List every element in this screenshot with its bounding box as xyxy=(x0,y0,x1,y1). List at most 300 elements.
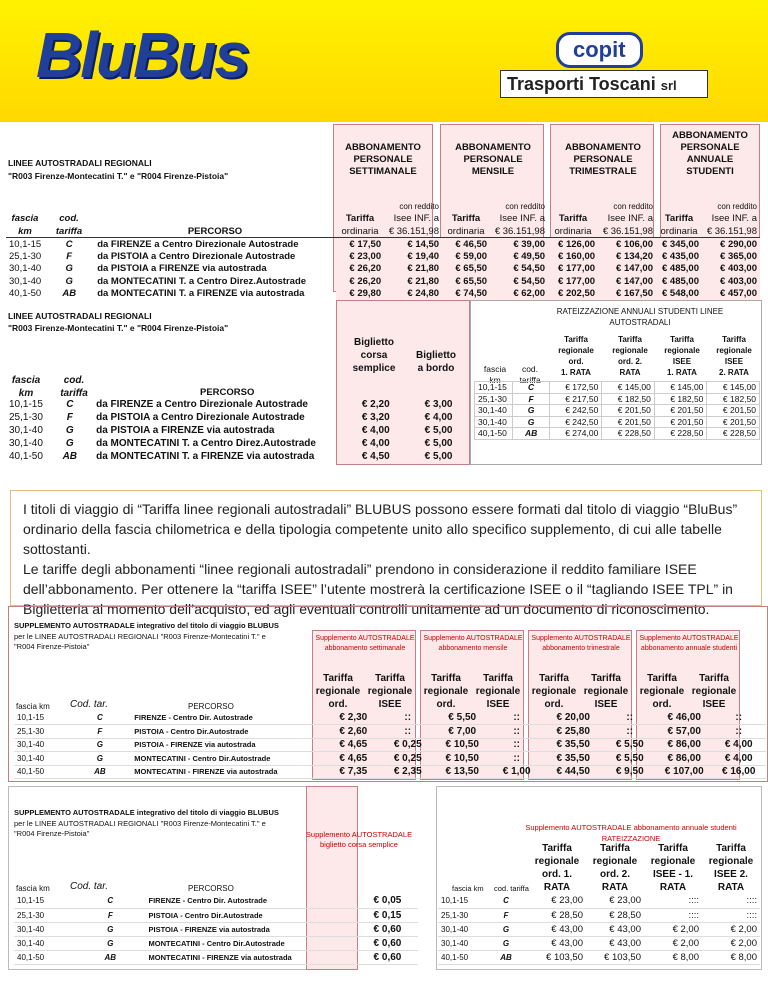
price-cell: € 2,00 xyxy=(644,922,702,936)
cod-cell: F xyxy=(66,250,73,262)
price-cell: € 435,00 xyxy=(656,250,702,263)
fascia-cell: 10,1-15 xyxy=(14,894,75,908)
t1-sub-e-2: € 36.151,98 xyxy=(494,225,545,237)
t2-h5: a bordo xyxy=(417,363,455,374)
cod-cell: F xyxy=(75,908,145,922)
price-cell: € 4,00 xyxy=(361,425,390,436)
cod-cell: AB xyxy=(62,288,77,300)
price-cell: € 46,50 xyxy=(442,238,490,251)
fascia-cell: 40,1-50 xyxy=(475,428,513,440)
t1-sub-b-1: ordinaria xyxy=(341,225,379,237)
price-cell: :: xyxy=(381,725,435,739)
t2-fascia-label: fascia xyxy=(11,375,41,386)
cod-cell: AB xyxy=(75,950,145,964)
price-cell: € 43,00 xyxy=(528,922,586,936)
cod-cell: C xyxy=(513,382,549,394)
price-cell: € 4,65 xyxy=(326,752,380,766)
t4-row xyxy=(14,765,766,779)
price-cell: € 25,80 xyxy=(544,725,603,739)
price-cell: :: xyxy=(711,711,766,725)
t1-sub-a-3: Tariffa xyxy=(558,213,588,225)
price-cell: € 167,50 xyxy=(598,288,656,301)
price-cell: € 228,50 xyxy=(602,428,655,440)
price-cell: € 43,00 xyxy=(586,922,644,936)
price-cell: € 145,00 xyxy=(654,382,707,394)
price-cell: € 17,50 xyxy=(336,238,384,251)
fascia-cell: 40,1-50 xyxy=(9,288,42,300)
t1-col-km: km xyxy=(18,225,32,237)
t1-row xyxy=(6,238,760,251)
t4-col-fascia: fascia km xyxy=(16,702,50,711)
t6-title2: RATEIZZAZIONE xyxy=(601,834,661,843)
t6-head-line: ord. 1. xyxy=(541,869,572,880)
fascia-cell: 30,1-40 xyxy=(438,936,484,950)
price-cell: € 172,50 xyxy=(549,382,602,394)
t4-group-label: Supplemento AUTOSTRADALE abbonamento trimestrale xyxy=(531,635,631,652)
price-cell: € 54,50 xyxy=(490,275,548,288)
cod-cell: G xyxy=(513,416,549,428)
t4-head-line: ord. xyxy=(544,699,564,710)
price-cell: € 103,50 xyxy=(528,950,586,964)
t1-head-row-2 xyxy=(6,213,760,226)
price-cell: € 43,00 xyxy=(528,936,586,950)
t3-head-line: Tariffa xyxy=(670,335,694,344)
price-cell: € 4,00 xyxy=(361,438,390,449)
price-cell: € 23,00 xyxy=(586,894,644,908)
price-cell: € 49,50 xyxy=(490,250,548,263)
fascia-cell: 30,1-40 xyxy=(14,738,68,752)
percorso-cell: da PISTOIA a Centro Direzionale Autostrade xyxy=(96,412,305,423)
price-cell: € 145,00 xyxy=(707,382,760,394)
t6-title1: Supplemento AUTOSTRADALE abbonamento annuale studenti xyxy=(525,823,737,832)
t1-head-row-1 xyxy=(6,200,760,213)
percorso-cell: MONTECATINI - FIRENZE via autostrada xyxy=(131,765,326,779)
t5-title2: per le LINEE AUTOSTRADALI REGIONALI "R003 Firenze-Montecatini T." e xyxy=(14,818,266,828)
cod-cell: F xyxy=(68,725,131,739)
t4-head-line: Tariffa xyxy=(539,673,569,684)
t4-body xyxy=(14,711,766,779)
cod-cell: G xyxy=(513,405,549,417)
price-cell: € 28,50 xyxy=(586,908,644,922)
fascia-cell: 25,1-30 xyxy=(9,250,42,262)
cod-cell: C xyxy=(68,711,131,725)
t2-h2: corsa xyxy=(360,350,388,361)
t2-head-semplice xyxy=(344,336,404,375)
percorso-cell: PISTOIA - FIRENZE via autostrada xyxy=(131,738,326,752)
t1-grid xyxy=(6,200,760,238)
price-cell: € 201,50 xyxy=(602,405,655,417)
t3-head-line: 1. RATA xyxy=(667,368,697,377)
price-cell: € 13,50 xyxy=(435,765,489,779)
t1-sub-e-1: € 36.151,98 xyxy=(388,225,439,237)
t4-row xyxy=(14,725,766,739)
price-cell: :: xyxy=(603,711,657,725)
price-cell: € 9,50 xyxy=(603,765,657,779)
t6-head xyxy=(586,842,644,894)
t6-title xyxy=(500,822,762,844)
t1-sub-a-2: Tariffa xyxy=(451,213,481,225)
t6-head-line: regionale xyxy=(708,856,754,867)
t3-head-line: RATA xyxy=(619,368,641,377)
price-cell: € 16,00 xyxy=(711,765,766,779)
fascia-cell: 40,1-50 xyxy=(9,451,43,462)
t1-head-row-3 xyxy=(6,225,760,238)
price-cell: € 26,20 xyxy=(336,275,384,288)
price-cell: :::: xyxy=(702,908,760,922)
t6-head-line: regionale xyxy=(650,856,696,867)
percorso-cell: MONTECATINI - Centro Dir.Autostrade xyxy=(146,936,357,950)
percorso-cell: FIRENZE - Centro Dir. Autostrade xyxy=(146,894,357,908)
fascia-cell: 10,1-15 xyxy=(9,238,42,250)
t6-row xyxy=(438,922,760,936)
price-cell: € 4,00 xyxy=(424,412,453,423)
t4-group-label: Supplemento AUTOSTRADALE abbonamento settimanale xyxy=(315,635,415,652)
t3-head-line: 1. RATA xyxy=(561,368,591,377)
percorso-cell: PISTOIA - FIRENZE via autostrada xyxy=(146,922,357,936)
fascia-cell: 25,1-30 xyxy=(9,412,43,423)
t1-col-tariffa: tariffa xyxy=(55,225,83,237)
t4-head-line: regionale xyxy=(475,686,521,697)
price-cell: € 2,35 xyxy=(381,765,435,779)
cod-cell: G xyxy=(68,738,131,752)
price-cell: € 201,50 xyxy=(707,416,760,428)
t4-head-line: regionale xyxy=(531,686,577,697)
t3-row xyxy=(475,382,760,394)
t5-title1: SUPPLEMENTO AUTOSTRADALE integrativo del titolo di viaggio BLUBUS xyxy=(14,808,279,817)
fascia-cell: 40,1-50 xyxy=(438,950,484,964)
t3-head xyxy=(708,334,760,378)
price-cell: € 201,50 xyxy=(654,405,707,417)
t4-head-ord xyxy=(420,672,472,711)
t2-cod-label: cod. xyxy=(63,375,85,386)
price-cell: € 365,00 xyxy=(702,250,760,263)
cod-cell: G xyxy=(75,922,145,936)
percorso-cell: da PISTOIA a FIRENZE via autostrada xyxy=(97,263,267,275)
price-cell: € 62,00 xyxy=(490,288,548,301)
t6-head-line: regionale xyxy=(592,856,638,867)
price-cell: € 7,00 xyxy=(435,725,489,739)
price-cell: € 21,80 xyxy=(384,275,442,288)
blubus-logo: BluBus xyxy=(36,19,248,91)
t2-km-label: km xyxy=(18,388,34,399)
price-cell: € 0,15 xyxy=(357,908,418,922)
price-cell: € 23,00 xyxy=(336,250,384,263)
price-cell: € 46,00 xyxy=(657,711,711,725)
t4-head-line: Tariffa xyxy=(323,673,353,684)
t2-head-bordo xyxy=(406,349,466,375)
t5-title xyxy=(14,808,279,840)
company-label: Trasporti Toscani xyxy=(507,74,656,94)
t1-sub-c-3: con reddito xyxy=(613,201,653,211)
price-cell: € 201,50 xyxy=(602,416,655,428)
percorso-cell: MONTECATINI - FIRENZE via autostrada xyxy=(146,950,357,964)
t4-head-line: Tariffa xyxy=(591,673,621,684)
t4-head-ord xyxy=(312,672,364,711)
price-cell: € 0,05 xyxy=(357,894,418,908)
fascia-cell: 30,1-40 xyxy=(9,438,43,449)
fascia-cell: 30,1-40 xyxy=(14,752,68,766)
t5-row xyxy=(14,922,418,936)
t1-col-fascia: fascia xyxy=(11,213,39,225)
price-cell: € 8,00 xyxy=(644,950,702,964)
t4-head-line: ord. xyxy=(652,699,672,710)
price-cell: € 106,00 xyxy=(598,238,656,251)
price-cell: € 29,80 xyxy=(336,288,384,301)
price-cell: € 86,00 xyxy=(657,738,711,752)
percorso-cell: da MONTECATINI T. a Centro Direz.Autostrade xyxy=(96,438,316,449)
price-cell: € 59,00 xyxy=(442,250,490,263)
price-cell: € 485,00 xyxy=(656,263,702,276)
t4-head-isee xyxy=(688,672,740,711)
price-cell: € 21,80 xyxy=(384,263,442,276)
t2-row xyxy=(6,437,470,450)
t3-row xyxy=(475,416,760,428)
cod-cell: F xyxy=(484,908,528,922)
price-cell: € 10,50 xyxy=(435,738,489,752)
t1-sub-d-4: Isee INF. a xyxy=(711,213,757,225)
percorso-cell: PISTOIA - Centro Dir.Autostrade xyxy=(146,908,357,922)
company-name xyxy=(500,70,708,98)
t3-title: RATEIZZAZIONE ANNUALI STUDENTI LINEE AUTOSTRADALI xyxy=(556,307,724,327)
t3-head xyxy=(550,334,602,378)
percorso-cell: da MONTECATINI T. a FIRENZE via autostrada xyxy=(96,451,315,462)
price-cell: € 39,00 xyxy=(490,238,548,251)
price-cell: € 20,00 xyxy=(544,711,603,725)
price-cell: € 202,50 xyxy=(548,288,598,301)
t3-c2: km xyxy=(489,375,501,385)
t3-c4: tariffa xyxy=(519,375,541,385)
t6-head-line: RATA xyxy=(717,882,745,893)
info-p2: Le tariffe degli abbonamenti “linee regionali autostradali” prendono in considerazione il reddito familiare ISEE dell’abbonamento. Per ottenere la “tariffa ISEE” l’utente mostrerà la certificazione ISEE o il “tagliando ISEE TPL” in Biglietteria al momento dell’acquisto, ed agli eventuali controlli unitamente ad un documento di riconoscimento. xyxy=(23,561,733,617)
price-cell: € 403,00 xyxy=(702,263,760,276)
price-cell: € 2,30 xyxy=(326,711,380,725)
t3-head-line: regionale xyxy=(558,346,594,355)
t4-head-line: regionale xyxy=(583,686,629,697)
price-cell: € 274,00 xyxy=(549,428,602,440)
price-cell: :: xyxy=(381,711,435,725)
price-cell: € 44,50 xyxy=(544,765,603,779)
fascia-cell: 30,1-40 xyxy=(14,936,75,950)
t5-body xyxy=(14,894,418,965)
price-cell: :: xyxy=(489,711,543,725)
t2-h3: semplice xyxy=(352,363,396,374)
t1-sub-b-4: ordinaria xyxy=(660,225,698,237)
cod-cell: G xyxy=(484,936,528,950)
t1-col-cod: cod. xyxy=(59,213,79,225)
t3-head-line: regionale xyxy=(612,346,648,355)
price-cell: € 14,50 xyxy=(384,238,442,251)
t6-row xyxy=(438,894,760,908)
fascia-cell: 25,1-30 xyxy=(475,393,513,405)
cod-cell: C xyxy=(75,894,145,908)
t6-row xyxy=(438,908,760,922)
price-cell: :: xyxy=(489,738,543,752)
price-cell: :: xyxy=(603,725,657,739)
price-cell: € 5,00 xyxy=(424,425,453,436)
t4-head-line: Tariffa xyxy=(647,673,677,684)
t1-col-percorso: PERCORSO xyxy=(187,225,243,237)
t4-head-line: ISEE xyxy=(486,699,510,710)
t4-head-ord xyxy=(636,672,688,711)
t3-head xyxy=(604,334,656,378)
t1-sub-d-1: Isee INF. a xyxy=(393,213,439,225)
fascia-cell: 25,1-30 xyxy=(14,908,75,922)
price-cell: € 177,00 xyxy=(548,275,598,288)
t2-row xyxy=(6,398,470,411)
t1-sub-c-2: con reddito xyxy=(505,201,545,211)
copit-logo: copit xyxy=(556,32,643,68)
price-cell: € 28,50 xyxy=(528,908,586,922)
t1-group-head-2: ABBONAMENTO PERSONALE MENSILE xyxy=(455,142,531,177)
price-cell: € 182,50 xyxy=(707,393,760,405)
t1-sub-a-1: Tariffa xyxy=(345,213,375,225)
price-cell: € 35,50 xyxy=(544,752,603,766)
t2-title1: LINEE AUTOSTRADALI REGIONALI xyxy=(8,311,152,321)
t2-h4: Biglietto xyxy=(416,350,456,361)
percorso-cell: PISTOIA - Centro Dir.Autostrade xyxy=(131,725,326,739)
price-cell: € 217,50 xyxy=(549,393,602,405)
fascia-cell: 30,1-40 xyxy=(9,275,42,287)
t5-col-percorso: PERCORSO xyxy=(188,884,234,893)
price-cell: € 0,60 xyxy=(357,922,418,936)
t2-tariffa-label: tariffa xyxy=(60,388,88,399)
price-cell: € 0,25 xyxy=(381,738,435,752)
t3-head-line: regionale xyxy=(664,346,700,355)
cod-cell: G xyxy=(484,922,528,936)
t6-head-line: Tariffa xyxy=(542,843,572,854)
t1-row xyxy=(6,250,760,263)
fascia-cell: 30,1-40 xyxy=(475,405,513,417)
t6-head-line: RATA xyxy=(601,882,629,893)
percorso-cell: da PISTOIA a Centro Direzionale Autostrade xyxy=(97,250,296,262)
price-cell: € 65,50 xyxy=(442,275,490,288)
t3-row xyxy=(475,428,760,440)
t3-head xyxy=(656,334,708,378)
price-cell: € 74,50 xyxy=(442,288,490,301)
cod-cell: G xyxy=(65,263,73,275)
t3-body xyxy=(474,381,760,440)
t1-title1: LINEE AUTOSTRADALI REGIONALI xyxy=(8,158,152,168)
price-cell: € 1,00 xyxy=(489,765,543,779)
percorso-cell: da MONTECATINI T. a FIRENZE via autostrada xyxy=(97,288,305,300)
t4-head-line: Tariffa xyxy=(375,673,405,684)
t4-col-cod: Cod. tar. xyxy=(70,699,108,710)
t1-sub-c-1: con reddito xyxy=(399,201,439,211)
t4-head-line: ISEE xyxy=(702,699,726,710)
price-cell: :::: xyxy=(644,908,702,922)
cod-cell: AB xyxy=(513,428,549,440)
cod-cell: AB xyxy=(62,451,78,462)
cod-cell: C xyxy=(484,894,528,908)
percorso-cell: FIRENZE - Centro Dir. Autostrade xyxy=(131,711,326,725)
t3-head-line: 2. RATA xyxy=(719,368,749,377)
price-cell: € 5,00 xyxy=(424,438,453,449)
fascia-cell: 30,1-40 xyxy=(475,416,513,428)
price-cell: € 5,50 xyxy=(603,738,657,752)
price-cell: € 23,00 xyxy=(528,894,586,908)
price-cell: € 290,00 xyxy=(702,238,760,251)
price-cell: € 2,00 xyxy=(702,922,760,936)
t4-head-line: regionale xyxy=(691,686,737,697)
t4-head-isee xyxy=(472,672,524,711)
price-cell: € 10,50 xyxy=(435,752,489,766)
price-cell: € 345,00 xyxy=(656,238,702,251)
price-cell: € 43,00 xyxy=(586,936,644,950)
t2-col-cod xyxy=(52,374,96,400)
t4-head-line: regionale xyxy=(639,686,685,697)
t3-head-line: Tariffa xyxy=(722,335,746,344)
cod-cell: AB xyxy=(68,765,131,779)
t1-sub-e-3: € 36.151,98 xyxy=(602,225,653,237)
t6-head-line: Tariffa xyxy=(716,843,746,854)
price-cell: :: xyxy=(489,752,543,766)
t6-row xyxy=(438,950,760,964)
fascia-cell: 25,1-30 xyxy=(438,908,484,922)
t4-head-line: ISEE xyxy=(594,699,618,710)
price-cell: € 57,00 xyxy=(657,725,711,739)
t4-group-label: Supplemento AUTOSTRADALE abbonamento annuale studenti xyxy=(639,635,739,652)
t1-row xyxy=(6,288,760,301)
price-cell: € 65,50 xyxy=(442,263,490,276)
percorso-cell: da FIRENZE a Centro Direzionale Autostrade xyxy=(96,399,308,410)
cod-cell: F xyxy=(66,412,73,423)
price-cell: € 4,65 xyxy=(326,738,380,752)
percorso-cell: da FIRENZE a Centro Direzionale Autostrade xyxy=(97,238,299,250)
t5-col-fascia: fascia km xyxy=(16,884,50,893)
t3-c1: fascia xyxy=(483,364,507,374)
price-cell: € 103,50 xyxy=(586,950,644,964)
t6-head-line: ISEE 2. xyxy=(714,869,748,880)
t3-row xyxy=(475,405,760,417)
t4-group-label: Supplemento AUTOSTRADALE abbonamento mensile xyxy=(423,635,523,652)
price-cell: € 2,20 xyxy=(361,399,390,410)
price-cell: :::: xyxy=(644,894,702,908)
t6-head-line: Tariffa xyxy=(600,843,630,854)
price-cell: € 26,20 xyxy=(336,263,384,276)
price-cell: € 5,00 xyxy=(424,451,453,462)
price-cell: € 19,40 xyxy=(384,250,442,263)
price-cell: € 134,20 xyxy=(598,250,656,263)
t5-row xyxy=(14,908,418,922)
t4-title2: per le LINEE AUTOSTRADALI REGIONALI "R003 Firenze-Montecatini T." e xyxy=(14,631,266,641)
t3-head-line: ord. xyxy=(568,357,584,366)
cod-cell: G xyxy=(65,438,74,449)
price-cell: € 3,20 xyxy=(361,412,390,423)
fascia-cell: 10,1-15 xyxy=(438,894,484,908)
price-cell: € 548,00 xyxy=(656,288,702,301)
price-cell: € 4,50 xyxy=(361,451,390,462)
t6-head-line: ISEE - 1. xyxy=(652,869,693,880)
t2-row xyxy=(6,450,470,463)
t3-head-line: Tariffa xyxy=(618,335,642,344)
t6-row xyxy=(438,936,760,950)
price-cell: € 228,50 xyxy=(654,428,707,440)
t6-col-fascia: fascia km xyxy=(452,884,484,893)
t6-head-line: RATA xyxy=(659,882,687,893)
t6-head-line: regionale xyxy=(534,856,580,867)
price-cell: € 403,00 xyxy=(702,275,760,288)
price-cell: € 201,50 xyxy=(654,416,707,428)
fascia-cell: 40,1-50 xyxy=(14,950,75,964)
t4-head-line: regionale xyxy=(315,686,361,697)
t1-title2: "R003 Firenze-Montecatini T." e "R004 Firenze-Pistoia" xyxy=(8,171,229,181)
t4-row xyxy=(14,752,766,766)
t1-row xyxy=(6,263,760,276)
fascia-cell: 25,1-30 xyxy=(14,725,68,739)
t5-row xyxy=(14,894,418,908)
t6-body xyxy=(438,894,760,965)
price-cell: € 0,25 xyxy=(381,752,435,766)
